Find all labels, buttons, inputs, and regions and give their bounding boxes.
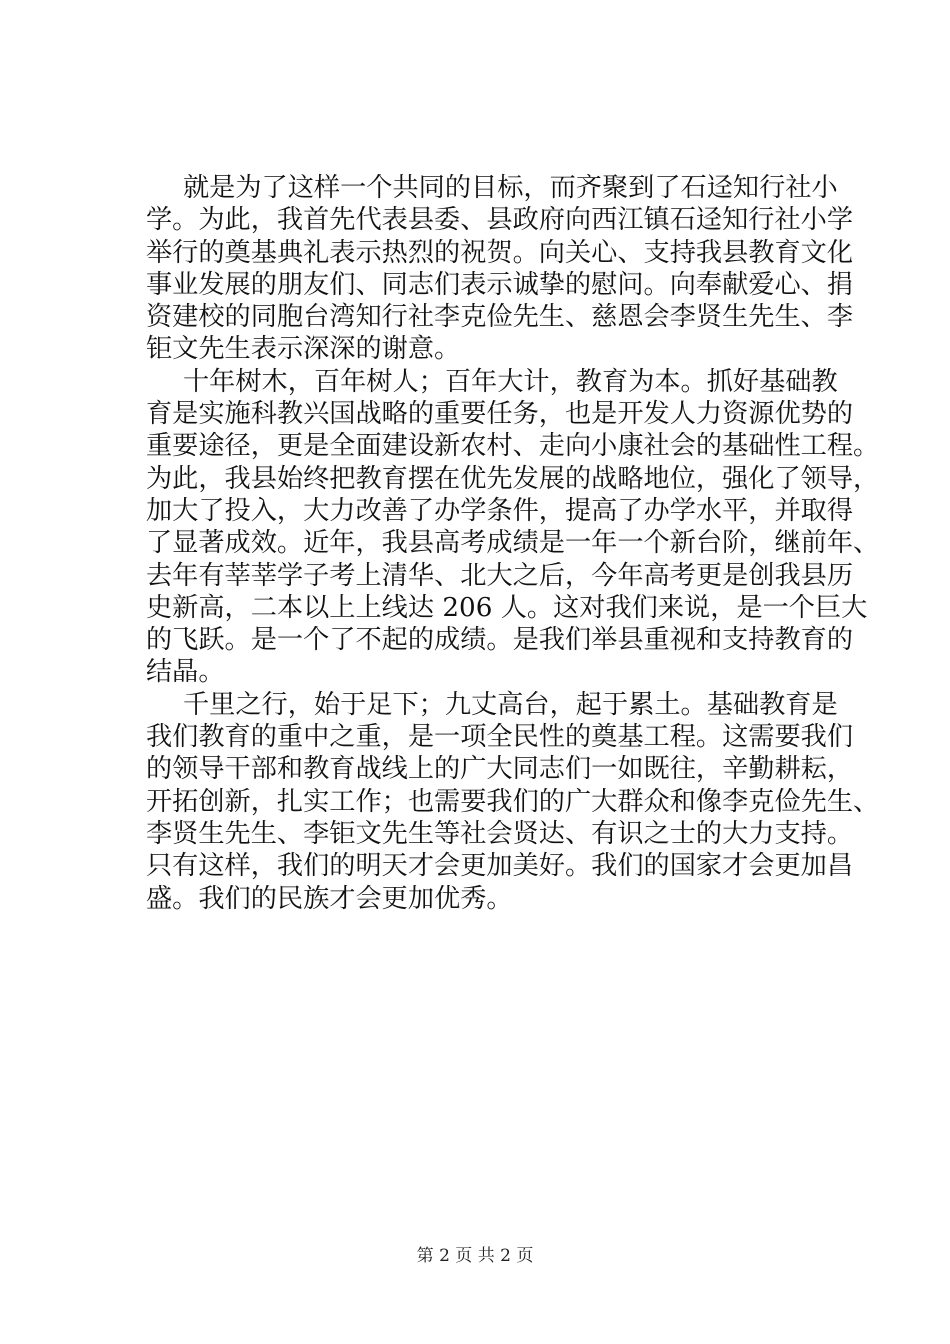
document-body <box>146 172 880 915</box>
text-line: 十年树木，百年树人；百年大计，教育为本。抓好基础教 <box>183 366 838 397</box>
text-line: 学。为此，我首先代表县委、县政府向西江镇石迳知行社小学 <box>146 205 854 236</box>
text-line: 加大了投入，大力改善了办学条件，提高了办学水平，并取得 <box>146 495 854 526</box>
paragraph-3 <box>146 689 880 915</box>
text-line: 资建校的同胞台湾知行社李克俭先生、慈恩会李贤生先生、李 <box>146 302 854 333</box>
text-line: 开拓创新，扎实工作；也需要我们的广大群众和像李克俭先生、 <box>146 786 880 817</box>
text-line: 我们教育的重中之重，是一项全民性的奠基工程。这需要我们 <box>146 722 854 753</box>
text-line: 举行的奠基典礼表示热烈的祝贺。向关心、支持我县教育文化 <box>146 237 854 268</box>
text-line: 盛。我们的民族才会更加优秀。 <box>146 883 513 914</box>
text-line: 就是为了这样一个共同的目标，而齐聚到了石迳知行社小 <box>183 173 838 203</box>
text-line: 史新高，二本以上上线达 206 人。这对我们来说，是一个巨大 <box>146 592 868 623</box>
text-line: 李贤生先生、李钜文先生等社会贤达、有识之士的大力支持。 <box>146 818 854 849</box>
text-line: 只有这样，我们的明天才会更加美好。我们的国家才会更加昌 <box>146 851 854 882</box>
text-line: 钜文先生表示深深的谢意。 <box>146 334 461 365</box>
text-line: 育是实施科教兴国战略的重要任务，也是开发人力资源优势的 <box>146 399 854 430</box>
text-line: 千里之行，始于足下；九丈高台，起于累土。基础教育是 <box>183 689 838 720</box>
text-line: 去年有莘莘学子考上清华、北大之后，今年高考更是创我县历 <box>146 560 854 591</box>
text-line: 结晶。 <box>146 657 225 688</box>
text-line: 了显著成效。近年，我县高考成绩是一年一个新台阶，继前年、 <box>146 528 880 559</box>
text-line: 为此，我县始终把教育摆在优先发展的战略地位，强化了领导， <box>146 463 880 494</box>
text-line: 重要途径，更是全面建设新农村、走向小康社会的基础性工程。 <box>146 431 880 462</box>
text-line: 的飞跃。是一个了不起的成绩。是我们举县重视和支持教育的 <box>146 625 854 656</box>
paragraph-1 <box>146 172 854 366</box>
page-number-footer: 第 2 页 共 2 页 <box>416 1246 534 1266</box>
paragraph-2 <box>146 366 880 689</box>
text-line: 的领导干部和教育战线上的广大同志们一如既往，辛勤耕耘， <box>146 754 854 785</box>
text-line: 事业发展的朋友们、同志们表示诚挚的慰问。向奉献爱心、捐 <box>146 269 854 300</box>
